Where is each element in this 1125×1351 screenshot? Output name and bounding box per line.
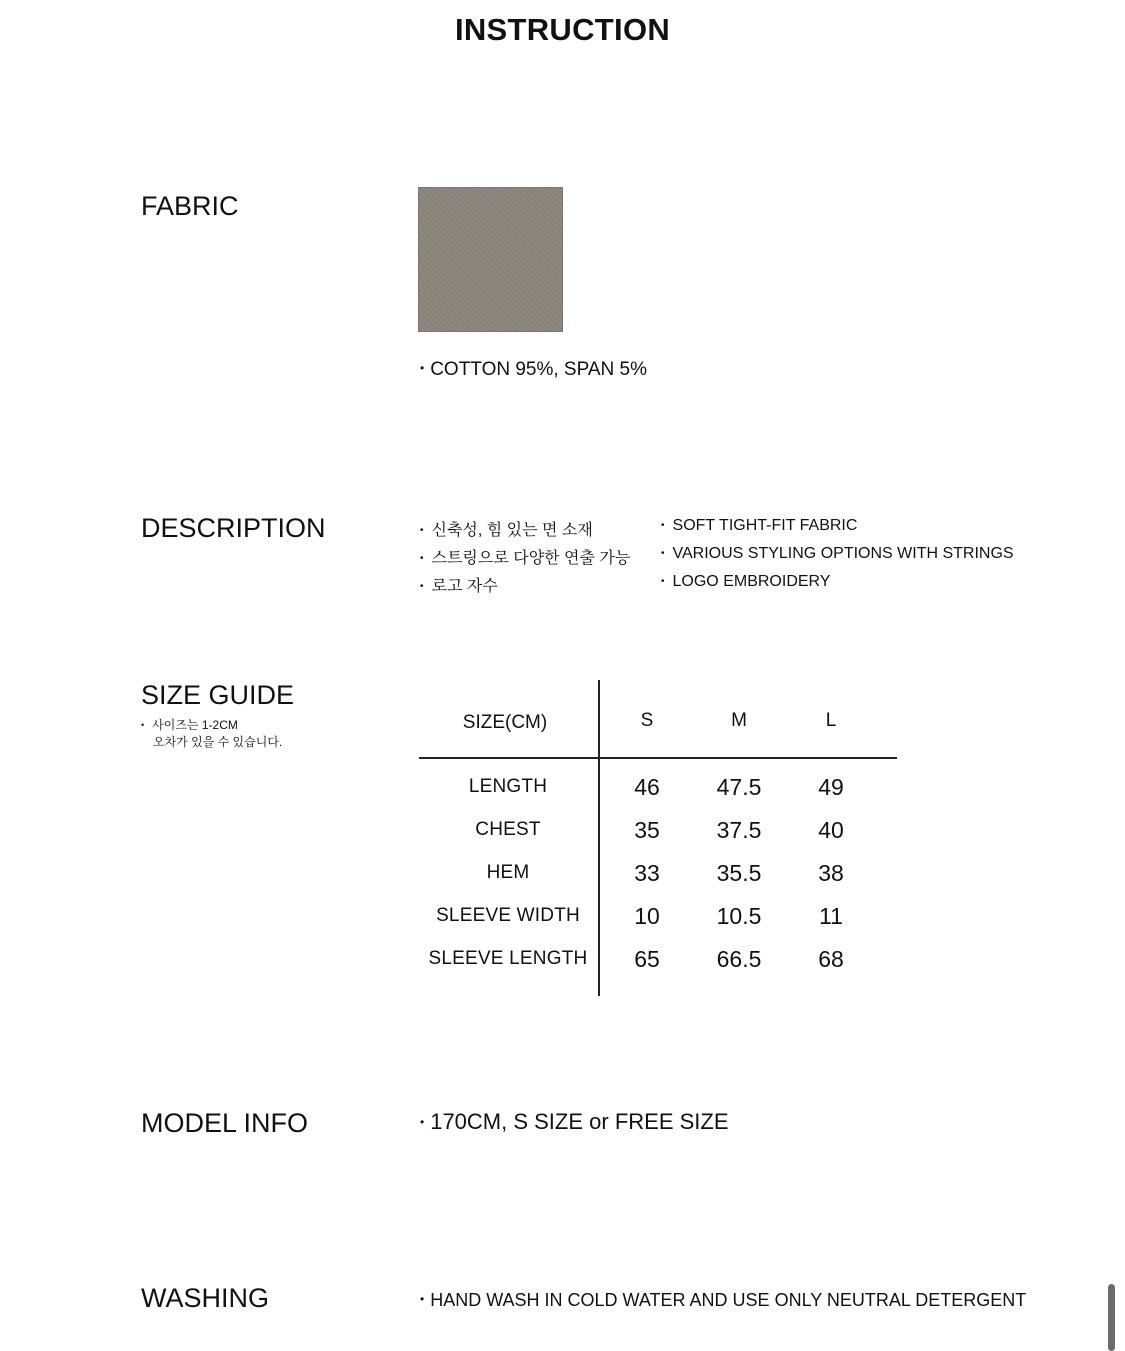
description-label: DESCRIPTION [141, 513, 326, 543]
page-title: INSTRUCTION [454, 12, 671, 47]
model-info-text: • 170CM, S SIZE or FREE SIZE [420, 1109, 729, 1135]
table-cell: 47.5 [716, 774, 762, 800]
fabric-swatch-image [418, 187, 563, 332]
description-en-item: • LOGO EMBROIDERY [661, 573, 830, 591]
table-cell: 46 [634, 774, 660, 800]
table-cell: 37.5 [716, 817, 762, 843]
table-cell: 10 [634, 903, 660, 929]
fabric-composition: • COTTON 95%, SPAN 5% [420, 359, 647, 381]
table-vertical-divider [598, 680, 600, 996]
row-label-length: LENGTH [468, 776, 548, 797]
fabric-label: FABRIC [141, 191, 239, 221]
model-info-label: MODEL INFO [141, 1108, 309, 1138]
description-en-item: • SOFT TIGHT-FIT FABRIC [661, 517, 857, 535]
row-label-sleeve-width: SLEEVE WIDTH [436, 905, 580, 926]
washing-text: • HAND WASH IN COLD WATER AND USE ONLY NEUTRAL DETERGENT [420, 1290, 1026, 1311]
size-header: SIZE(CM) [462, 712, 548, 733]
size-col-header: M [731, 710, 747, 731]
table-cell: 38 [818, 860, 844, 886]
table-cell: 33 [634, 860, 660, 886]
table-cell: 65 [634, 946, 660, 972]
scrollbar[interactable] [1108, 1284, 1115, 1351]
description-ko-item: • 스트링으로 다양한 연출 가능 [420, 545, 630, 568]
row-label-hem: HEM [486, 862, 530, 883]
table-cell: 68 [818, 946, 844, 972]
size-col-header: S [640, 710, 654, 731]
size-note-line: • 사이즈는 1-2CM [141, 717, 282, 734]
description-ko-item: • 신축성, 힘 있는 면 소재 [420, 517, 593, 540]
table-cell: 66.5 [716, 946, 762, 972]
description-ko-item: • 로고 자수 [420, 573, 498, 596]
table-cell: 49 [818, 774, 844, 800]
table-cell: 10.5 [716, 903, 762, 929]
row-label-sleeve-length: SLEEVE LENGTH [428, 948, 588, 969]
size-guide-label: SIZE GUIDE [141, 680, 295, 710]
row-label-chest: CHEST [475, 819, 541, 840]
table-cell: 35 [634, 817, 660, 843]
washing-label: WASHING [141, 1283, 269, 1313]
table-horizontal-divider [419, 757, 897, 759]
description-en-item: • VARIOUS STYLING OPTIONS WITH STRINGS [661, 545, 1014, 563]
size-note-line: 오차가 있을 수 있습니다. [153, 735, 283, 749]
table-cell: 40 [818, 817, 844, 843]
table-cell: 11 [819, 903, 843, 929]
table-cell: 35.5 [716, 860, 762, 886]
size-col-header: L [825, 710, 837, 731]
size-guide-note [141, 717, 282, 751]
